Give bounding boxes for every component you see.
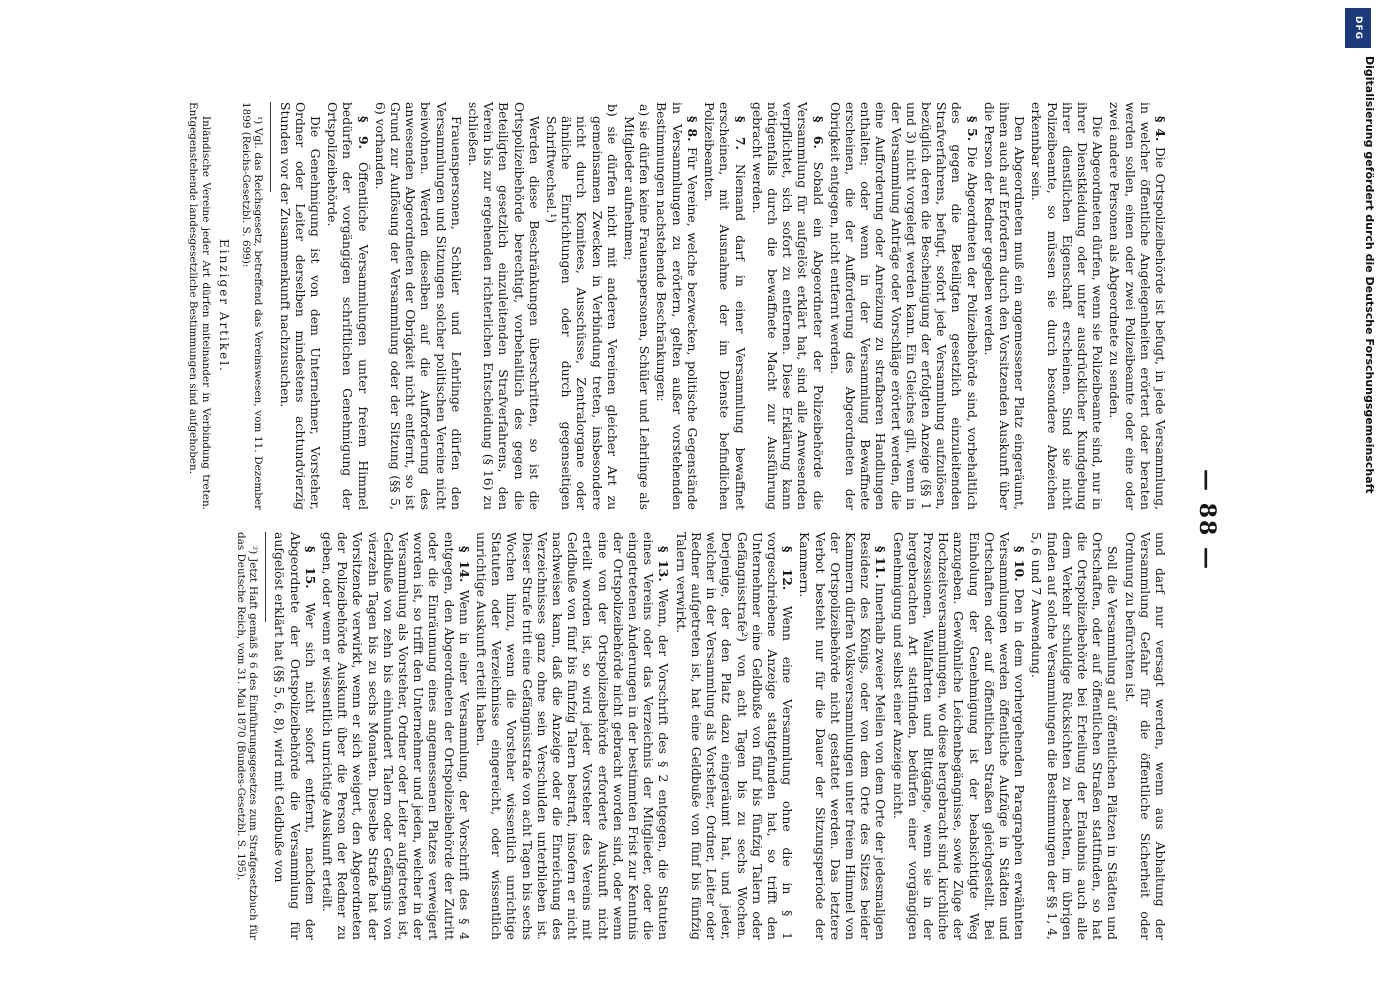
paragraph-text: Soll die Versammlung auf öffentlichen Plätzen in Städten und Ortschaften, oder auf öffentlichen Straßen stattfinden, so hat die Ortspolizeibehörde bei Erteilung der Erlaubnis auch alle dem Verkehr schuldige Rücksichten zu beachten, im übrigen finden auf solche Versammlungen die Bestimmungen der §§ 1, 4, 5, 6 und 7 Anwendung. [1029,532,1121,940]
paragraph-text: Innerhalb zweier Meilen von dem Orte der jedesmaligen Residenz des Königs, oder von dem Orte des Sitzes beider Kammern dürfen Volksversammlungen unter freiem Himmel von der Ortspolizeibehörde nicht gestattet werden. Das letztere Verbot besteht nur für die Dauer der Sitzungsperiode der Kammern. [797,532,889,940]
paragraph-text: Werden diese Beschränkungen überschritten, so ist die Ortspolizeibehörde berechtigt, vorbehaltlich des gegen die Beteiligten gesetzlich einzuleitenden Strafverfahrens, den Verein bis zur ergehenden richterlichen Entscheidung (§ 16) zu schließen. [466,102,542,510]
left-paragraphs [654,102,1168,510]
left-column [185,102,1168,510]
paragraph [654,102,700,510]
paragraph [797,532,888,940]
paragraph [320,532,472,940]
footnote-heading: Einziger Artikel. [217,239,232,373]
paragraph-text: Sobald ein Abgeordneter der Polizeibehörde die Versammlung für aufgelöst erklärt hat, sind alle Anwesenden verpflichtet, sich sofort zu entfernen. Diese Erklärung kann nötigenfalls durch die bewaffnete Macht zur Ausführung gebracht werden. [749,102,826,510]
paragraph [1122,532,1168,940]
left-paragraphs-continued [277,102,541,510]
section-number: § 13. [656,546,672,582]
paragraph [890,532,1027,940]
paragraph [750,102,826,510]
paragraph [982,102,1028,510]
paragraph [1029,102,1105,510]
digitization-note: Digitalisierung gefördert durch die Deutsche Forschungsgemeinschaft [1363,56,1376,494]
paragraph [474,532,672,940]
paragraph [828,102,980,510]
paragraph-text: Wenn, der Vorschrift des § 2 entgegen, die Statuten eines Vereins oder das Verzeichnis der Mitglieder, oder die eingetretenen Änderungen in der bestimmten Frist zur Kenntnis der Ortspolizeibehörde nicht gebracht worden sind, oder wenn eine von der Ortspolizeibehörde erforderte Auskunft nicht erteilt worden ist, so wird jeder Vorsteher des Vereins mit Geldbuße von fünf bis fünfzig Talern bestraft, insofern er nicht nachweisen kann, daß die Anzeige oder die Einreichung des Verzeichnisses ganz ohne sein Verschulden unterblieben ist. Dieser Strafe tritt eine Gefängnisstrafe von acht Tagen bis sechs Wochen hinzu, wenn die Vorsteher wissentlich unrichtige Statuten oder Verzeichnisse eingereicht, oder wissentlich unrichtige Auskunft erteilt haben. [474,532,672,940]
right-column [232,532,1168,940]
paragraph [702,102,748,510]
paragraph-text: Die Abgeordneten der Polizeibehörde sind, vorbehaltlich des gegen die Beteiligten gesetzlich einzuleitenden Strafverfahrens, befugt, sofort jede Versammlung aufzulösen, bezüglich deren die Bescheinigung der erfolgten Anzeige (§§ 1 und 3) nicht vorgelegt werden kann. Ein Gleiches gilt, wenn in der Versammlung Anträge oder Vorschläge erörtert werden, die eine Aufforderung oder Anreizung zu strafbaren Handlungen enthalten; oder wenn in der Versammlung Bewaffnete erscheinen, die der Aufforderung des Abgeordneten der Obrigkeit entgegen, nicht entfernt werden. [827,102,980,510]
paragraph-text: Die Genehmigung ist von dem Unternehmer, Vorsteher, Ordner oder Leiter derselben mindestens achtundvierzig Stunden vor der Zusammenkunft nachzusuchen. [277,102,324,510]
paragraph-text: Wenn eine Versammlung ohne die in § 1 vorgeschriebene Anzeige stattgefunden hat, so trifft den Unternehmer eine Geldbuße von fünf bis fünfzig Talern oder Gefängnisstrafe²) von acht Tagen bis zu sechs Wochen. Derjenige, der den Platz dazu eingeräumt hat, und jeder, welcher in der Versammlung als Vorsteher, Ordner, Leiter oder Redner aufgetreten ist, hat eine Geldbuße von fünf bis fünfzig Talern verwirkt. [673,532,796,940]
paragraph [674,532,796,940]
left-list-items [544,102,652,510]
footnote-2: ²) Jetzt Haft gemäß § 6 des Einführungsgesetzes zum Strafgesetzbuch für das Deutsche Reich, vom 31. Mai 1870 (Bundes-Gesetzbl. S. 195). [234,532,260,940]
paragraph-text: und darf nur versagt werden, wenn aus Abhaltung der Versammlung Gefahr für die öffentliche Sicherheit oder Ordnung zu befürchten ist. [1122,532,1168,940]
section-number: § 14. [456,546,472,583]
section-number: § 6. [810,116,826,149]
paragraph [325,102,371,510]
section-number: § 9. [355,116,371,149]
paragraph-text: Die Abgeordneten dürfen, wenn sie Polizeibeamte sind, nur in ihrer Dienstkleidung oder unter ausdrücklicher Kundgebung ihrer dienstlichen Eigenschaft erscheinen. Sind sie nicht Polizeibeamte, so müssen sie durch besondere Abzeichen erkennbar sein. [1029,102,1106,510]
right-paragraphs [272,532,1168,940]
section-number: § 4. [1153,116,1168,142]
paragraph [1107,102,1168,510]
paragraph [373,102,464,510]
paragraph-text: Die Ortspolizeibehörde ist befugt, in jede Versammlung, in welcher öffentliche Angelegenheiten erörtert oder beraten werden sollen, einen oder zwei Polizeibeamte oder eine oder zwei andere Personen als Abgeordnete zu senden. [1107,102,1168,511]
paragraph-text: Wenn in einer Versammlung, der Vorschrift des § 4 entgegen, den Abgeordneten der Ortspolizeibehörde der Zutritt oder die Einräumung eines angemessenen Platzes verweigert worden ist, so trifft den Unternehmer und jeden, welcher in der Versammlung als Vorsteher, Ordner oder Leiter aufgetreten ist, Geldbuße von zehn bis einhundert Talern oder Gefängnis von vierzehn Tagen bis zu sechs Monaten. Dieselbe Strafe hat der Vorsitzende verwirkt, wenn er sich weigert, den Abgeordneten der Polizeibehörde Auskunft über die Person der Redner zu geben, oder wenn er wissentlich unrichtige Auskunft erteilt. [320,532,472,940]
footnote-1-body: Inländische Vereine jeder Art dürfen miteinander in Verbindung treten. Entgegenstehende landesgesetzliche Bestimmungen sind aufgehoben. [187,102,213,510]
dfg-logo-text: DFG [1352,15,1363,41]
section-number: § 11. [873,546,889,579]
page-number: — 88 — [1194,469,1220,571]
paragraph-text: Öffentliche Versammlungen unter freiem Himmel bedürfen der vorgängigen schriftlichen Genehmigung der Ortspolizeibehörde. [325,102,371,510]
section-number: § 8. [684,116,700,142]
section-number: § 5. [964,116,980,142]
paragraph-text: Den Abgeordneten muß ein angemessener Platz eingeräumt, ihnen auch auf Erfordern durch den Vorsitzenden Auskunft über die Person der Redner gegeben werden. [981,102,1028,510]
paragraph [1029,532,1120,940]
section-number: § 10. [1012,546,1028,582]
footnote-rule-right [265,532,266,622]
paragraph-text: Frauenspersonen, Schüler und Lehrlinge dürfen den Versammlungen und Sitzungen solcher politischen Vereine nicht beiwohnen. Werden dieselben auf die Aufforderung des anwesenden Abgeordneten der Obrigkeit nicht entfernt, so ist Grund zur Auflösung der Versammlung oder der Sitzung (§§ 5, 6) vorhanden. [372,102,464,510]
paragraph-text: Wer sich nicht sofort entfernt, nachdem der Abgeordnete der Ortspolizeibehörde die Versammlung für aufgelöst erklärt hat (§§ 5, 6, 8), wird mit Geldbuße von [272,532,318,941]
rotated-document-page [70,80,1230,960]
paragraph [272,532,318,940]
list-item: a) sie dürfen keine Frauenspersonen, Schüler und Lehrlinge als Mitglieder aufnehmen; [622,104,653,510]
section-number: § 15. [302,546,318,589]
paragraph-text: Für Vereine, welche bezwecken, politische Gegenstände in Versammlungen zu erörtern, gelten außer vorstehenden Bestimmungen nachstehende Beschränkungen: [654,102,700,510]
paragraph-text: Den in dem vorhergehenden Paragraphen erwähnten Versammlungen werden öffentliche Aufzüge in Städten und Ortschaften oder auf öffentlichen Straßen gleichgestellt. Bei Einholung der Genehmigung ist der beabsichtigte Weg anzugeben. Gewöhnliche Leichenbegängnisse, sowie Züge der Hochzeitsversammlungen, wo diese hergebracht sind, kirchliche Prozessionen, Wallfahrten und Bittgänge, wenn sie in der hergebrachten Art stattfinden, bedürfen einer vorgängigen Genehmigung und selbst einer Anzeige nicht. [890,532,1028,940]
footnote-1: ¹) Vgl. das Reichsgesetz, betreffend das Vereinswesen, vom 11. Dezember 1899 (Reichs-Gesetzbl. S. 699): [239,102,265,510]
paragraph-text: Niemand darf in einer Versammlung bewaffnet erscheinen, mit Ausnahme der im Dienste befindlichen Polizeibeamten. [702,102,748,511]
list-item: b) sie dürfen nicht mit anderen Vereinen gleicher Art zu gemeinsamen Zwecken in Verbindung treten, insbesondere nicht durch Komitees, Ausschüsse, Zentralorgane oder ähnliche Einrichtungen oder durch gegenseitigen Schriftwechsel.¹) [544,104,620,510]
paragraph [277,102,323,510]
footnote-rule [270,102,271,192]
section-number: § 7. [732,116,748,150]
dfg-logo [1345,8,1371,48]
digitization-sidebar [1342,6,1376,994]
paragraph [466,102,542,510]
section-number: § 12. [780,546,796,591]
